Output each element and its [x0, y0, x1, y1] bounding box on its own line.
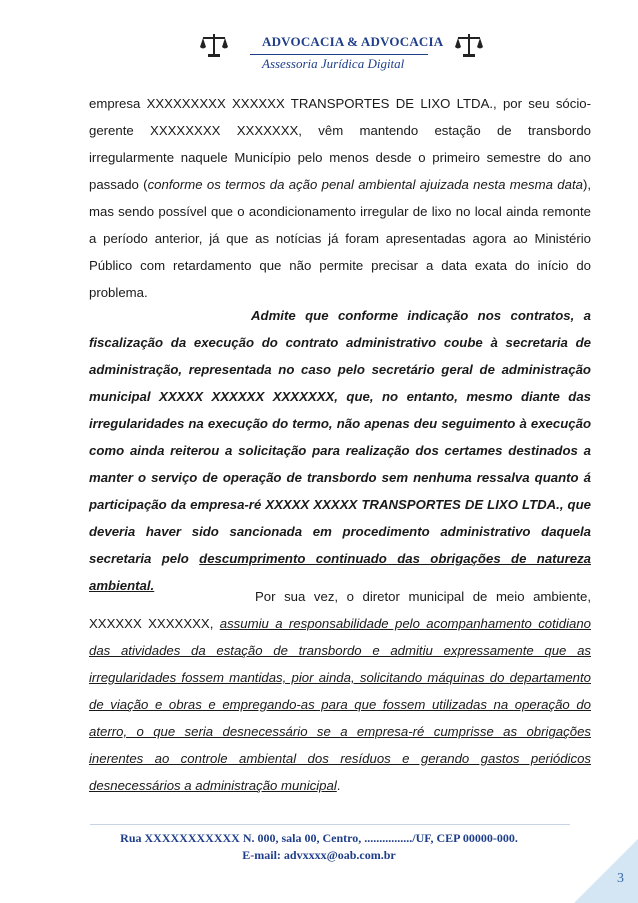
paragraph-3-underlined-italic-text: assumiu a responsabilidade pelo acompanhamento cotidiano das atividades da estação de transbordo e admitiu expressamente que as irregularidades fossem mantidas, pior ainda, solicitando máquinas do departamento de viação e obras e empregando-as para que fossem utilizadas na operação do aterro, o que seria desnecessário se a empresa-ré cumprisse as obrigações inerentes ao controle ambiental dos resíduos e gerando gastos periódicos desnecessários a administração municipal: [89, 616, 592, 793]
scale-of-justice-icon: [455, 32, 483, 58]
paragraph-2-text: Admite que conforme indicação nos contratos, a fiscalização da execução do contrato administrativo coube à secretaria de administração, representada no caso pelo secretário geral de administração municipal XXXXX XXXXXX XXXXXXX, que, no entanto, mesmo diante das irregularidades na execução do termo, não apenas deu seguimento à execução como ainda reiterou a solicitação para realização dos certames destinados a manter o serviço de operação de transbordo sem nenhuma ressalva quanto á participação da empresa-ré XXXXX XXXXX TRANSPORTES DE LIXO LTDA., que deveria haver sido sancionada em procedimento administrativo daquela secretaria pelo: [89, 308, 591, 566]
paragraph-1-text-a: empresa XXXXXXXXX XXXXXX TRANSPORTES DE LIXO LTDA., por seu sócio-gerente XXXXXXXX XXXXXXX, vêm mantendo estação de transbordo irregularmente naquele Município pelo menos desde o primeiro semestre do ano passado (: [89, 96, 591, 192]
paragraph-1-italic-reference: conforme os termos da ação penal ambiental ajuizada nesta mesma data: [147, 177, 583, 192]
paragraph-3: [89, 583, 591, 799]
paragraph-2: [89, 302, 591, 599]
page-corner-decoration: [574, 839, 638, 903]
page-header: [0, 28, 638, 78]
paragraph-2-underlined-text: descumprimento continuado das obrigações de natureza ambiental.: [89, 551, 591, 593]
brand-tagline: Assessoria Jurídica Digital: [262, 56, 405, 71]
paragraph-1-text-b: ), mas sendo possível que o acondicionamento irregular de lixo no local ainda remonte a período anterior, já que as notícias já foram apresentadas agora ao Ministério Público com retardamento que não permite precisar a data exata do início do problema.: [89, 177, 591, 300]
brand-name: ADVOCACIA & ADVOCACIA: [262, 34, 444, 49]
paragraph-1: [89, 90, 591, 306]
scale-of-justice-icon: [200, 32, 228, 58]
footer-divider: [90, 824, 570, 825]
header-divider: [250, 54, 428, 55]
paragraph-3-text-a: Por sua vez, o diretor municipal de meio ambiente, XXXXXX XXXXXXX,: [89, 589, 591, 631]
footer-address: Rua XXXXXXXXXXX N. 000, sala 00, Centro, ................/UF, CEP 00000-000.: [120, 831, 518, 845]
footer-email: E-mail: advxxxx@oab.com.br: [242, 848, 396, 862]
paragraph-3-text-b: .: [336, 778, 341, 793]
page-number: 3: [617, 871, 624, 886]
